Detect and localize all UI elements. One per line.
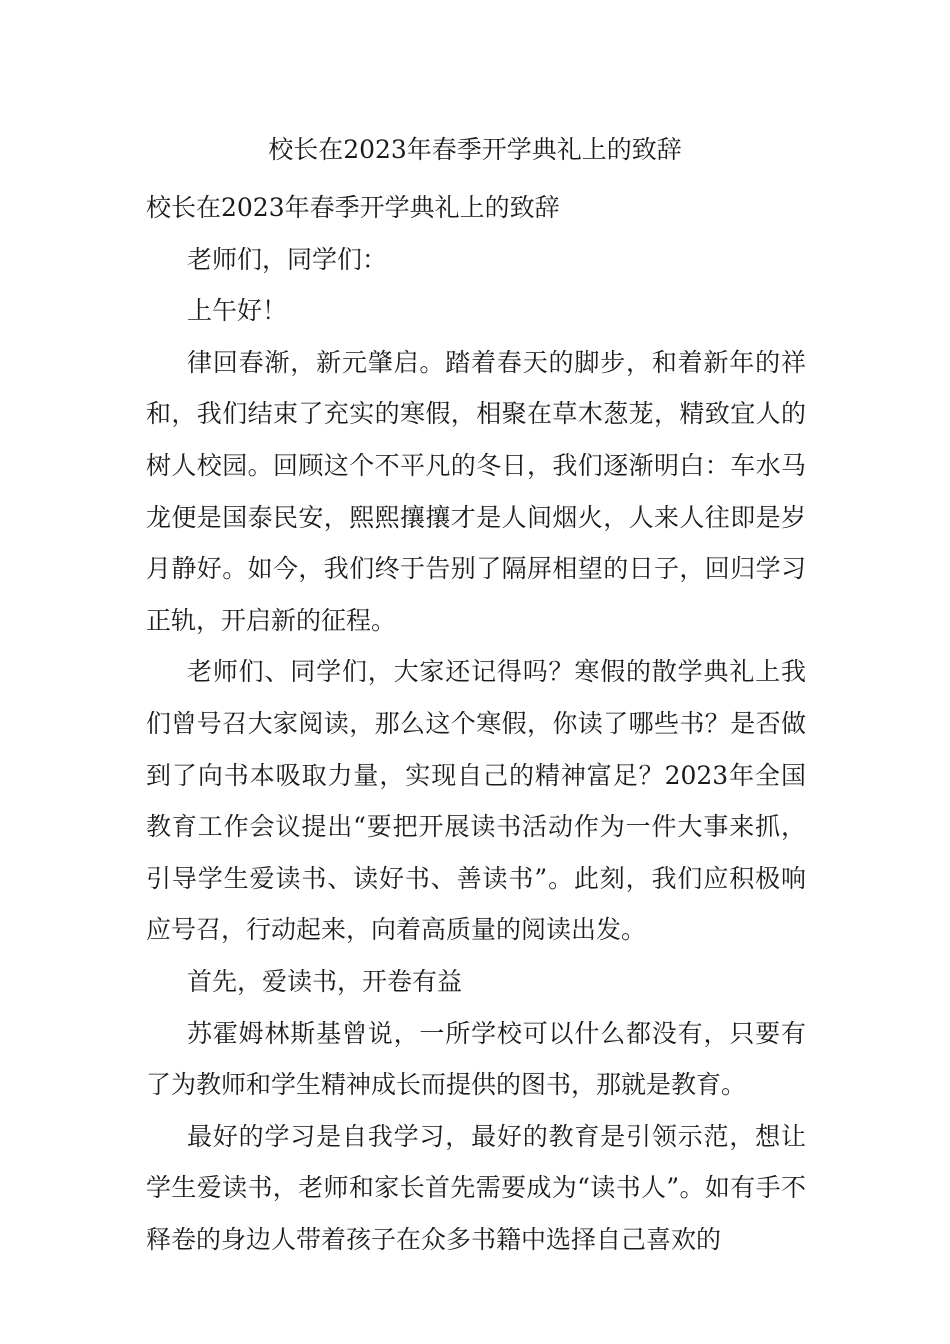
paragraph: 最好的学习是自我学习，最好的教育是引领示范，想让学生爱读书，老师和家长首先需要成为“读书人”。如有手不释卷的身边人带着孩子在众多书籍中选择自己喜欢的 [146,1121,806,1254]
body-heading: 校长在2023年春季开学典礼上的致辞 [146,193,560,222]
paragraph: 律回春渐，新元肇启。踏着春天的脚步，和着新年的祥和，我们结束了充实的寒假，相聚在草木葱茏，精致宜人的树人校园。回顾这个不平凡的冬日，我们逐渐明白：车水马龙便是国泰民安，熙熙攘攘才是人间烟火，人来人往即是岁月静好。如今，我们终于告别了隔屏相望的日子，回归学习正轨，开启新的征程。 [146,347,806,635]
document-body [146,182,806,1265]
paragraph: 苏霍姆林斯基曾说，一所学校可以什么都没有，只要有了为教师和学生精神成长而提供的图书，那就是教育。 [146,1018,806,1100]
salutation: 老师们，同学们： [187,244,388,274]
document-title: 校长在2023年春季开学典礼上的致辞 [268,135,682,164]
greeting: 上午好！ [187,296,288,326]
section-heading: 首先，爱读书，开卷有益 [187,966,463,996]
paragraph: 老师们、同学们，大家还记得吗？寒假的散学典礼上我们曾号召大家阅读，那么这个寒假，你读了哪些书？是否做到了向书本吸取力量，实现自己的精神富足？2023年全国教育工作会议提出“要把开展读书活动作为一件大事来抓，引导学生爱读书、读好书、善读书”。此刻，我们应积极响应号召，行动起来，向着高质量的阅读出发。 [146,657,806,945]
